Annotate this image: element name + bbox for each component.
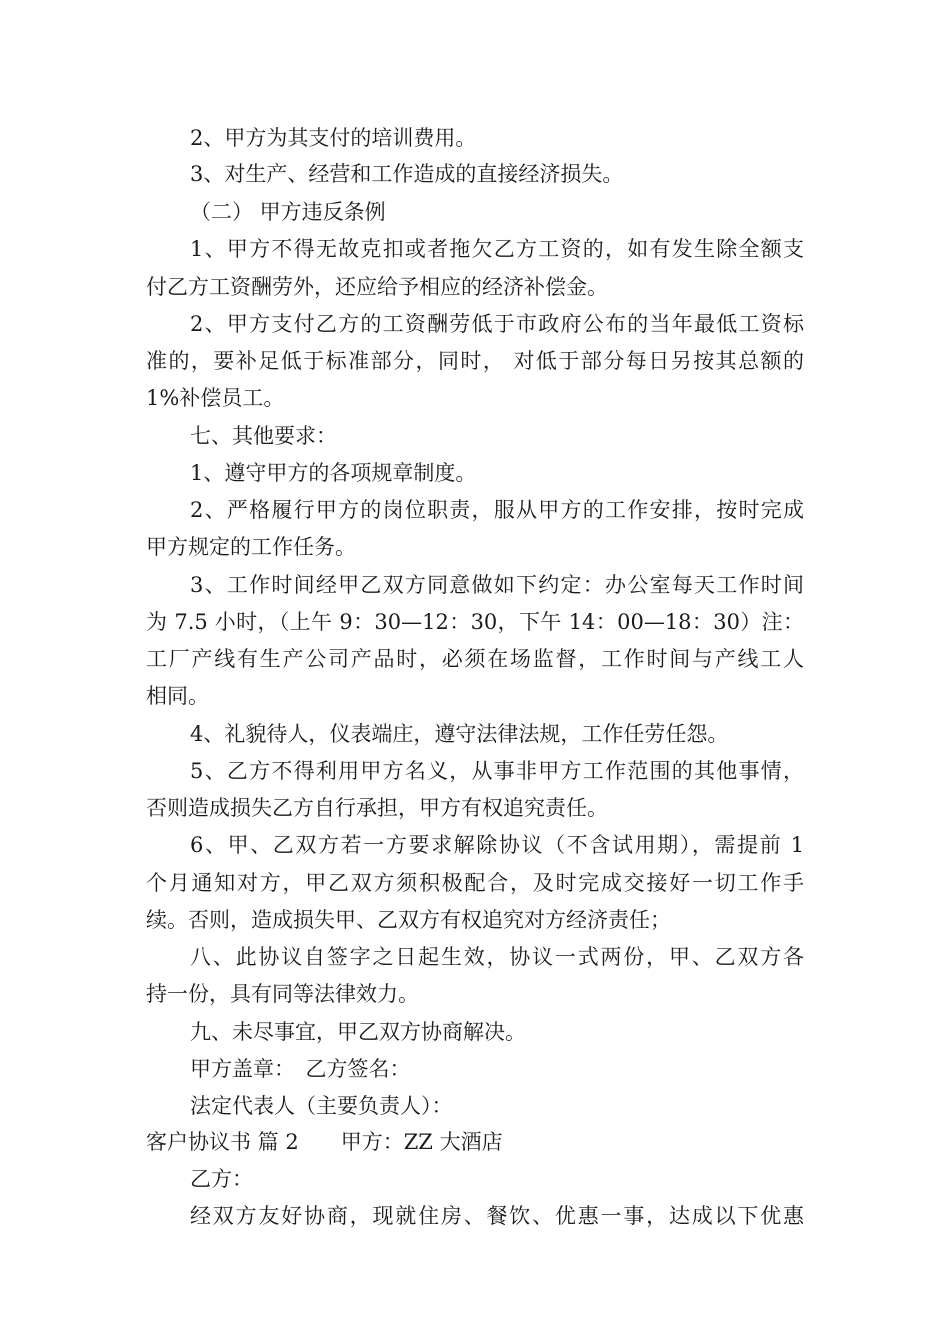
text-line: 持一份，具有同等法律效力。: [146, 982, 419, 1006]
text-line: 乙方：: [190, 1167, 253, 1191]
text-line: 付乙方工资酬劳外，还应给予相应的经济补偿金。: [146, 275, 608, 299]
text-line: （二） 甲方违反条例: [190, 200, 386, 224]
text-line: 法定代表人（主要负责人）：: [190, 1094, 453, 1118]
text-line: 1、甲方不得无故克扣或者拖欠乙方工资的，如有发生除全额支: [190, 237, 804, 261]
text-line: 工厂产线有生产公司产品时，必须在场监督，工作时间与产线工人: [146, 647, 804, 671]
text-line: 6、甲、乙双方若一方要求解除协议（不含试用期），需提前 1: [190, 833, 804, 857]
text-line: 2、甲方为其支付的培训费用。: [190, 126, 477, 150]
text-line: 七、其他要求：: [190, 424, 337, 448]
text-line: 相同。: [146, 684, 209, 708]
text-line: 经双方友好协商，现就住房、餐饮、优惠一事，达成以下优惠: [190, 1204, 804, 1228]
text-line: 个月通知对方，甲乙双方须积极配合，及时完成交接好一切工作手: [146, 871, 804, 895]
text-line: 甲方规定的工作任务。: [146, 535, 356, 559]
text-line: 客户协议书 篇 2 甲方：ZZ 大酒店: [146, 1130, 503, 1154]
text-line: 4、礼貌待人，仪表端庄，遵守法律法规，工作任劳任怨。: [190, 722, 729, 746]
text-line: 为 7.5 小时，（上午 9：30—12：30，下午 14：00—18：30）注：: [146, 610, 804, 634]
text-line: 1%补偿员工。: [146, 386, 285, 410]
text-line: 甲方盖章： 乙方签名：: [190, 1057, 411, 1081]
text-line: 2、严格履行甲方的岗位职责，服从甲方的工作安排，按时完成: [190, 498, 804, 522]
text-line: 八、此协议自签字之日起生效，协议一式两份，甲、乙双方各: [190, 945, 804, 969]
text-line: 1、遵守甲方的各项规章制度。: [190, 461, 477, 485]
text-line: 否则造成损失乙方自行承担，甲方有权追究责任。: [146, 796, 608, 820]
text-line: 3、工作时间经甲乙双方同意做如下约定：办公室每天工作时间: [190, 573, 804, 597]
text-line: 九、未尽事宜，甲乙双方协商解决。: [190, 1020, 526, 1044]
text-line: 续。否则，造成损失甲、乙双方有权追究对方经济责任；: [146, 908, 671, 932]
text-line: 3、对生产、经营和工作造成的直接经济损失。: [190, 162, 624, 186]
text-line: 5、乙方不得利用甲方名义，从事非甲方工作范围的其他事情，: [190, 759, 804, 783]
text-line: 准的，要补足低于标准部分，同时， 对低于部分每日另按其总额的: [146, 349, 804, 373]
text-line: 2、甲方支付乙方的工资酬劳低于市政府公布的当年最低工资标: [190, 312, 804, 336]
